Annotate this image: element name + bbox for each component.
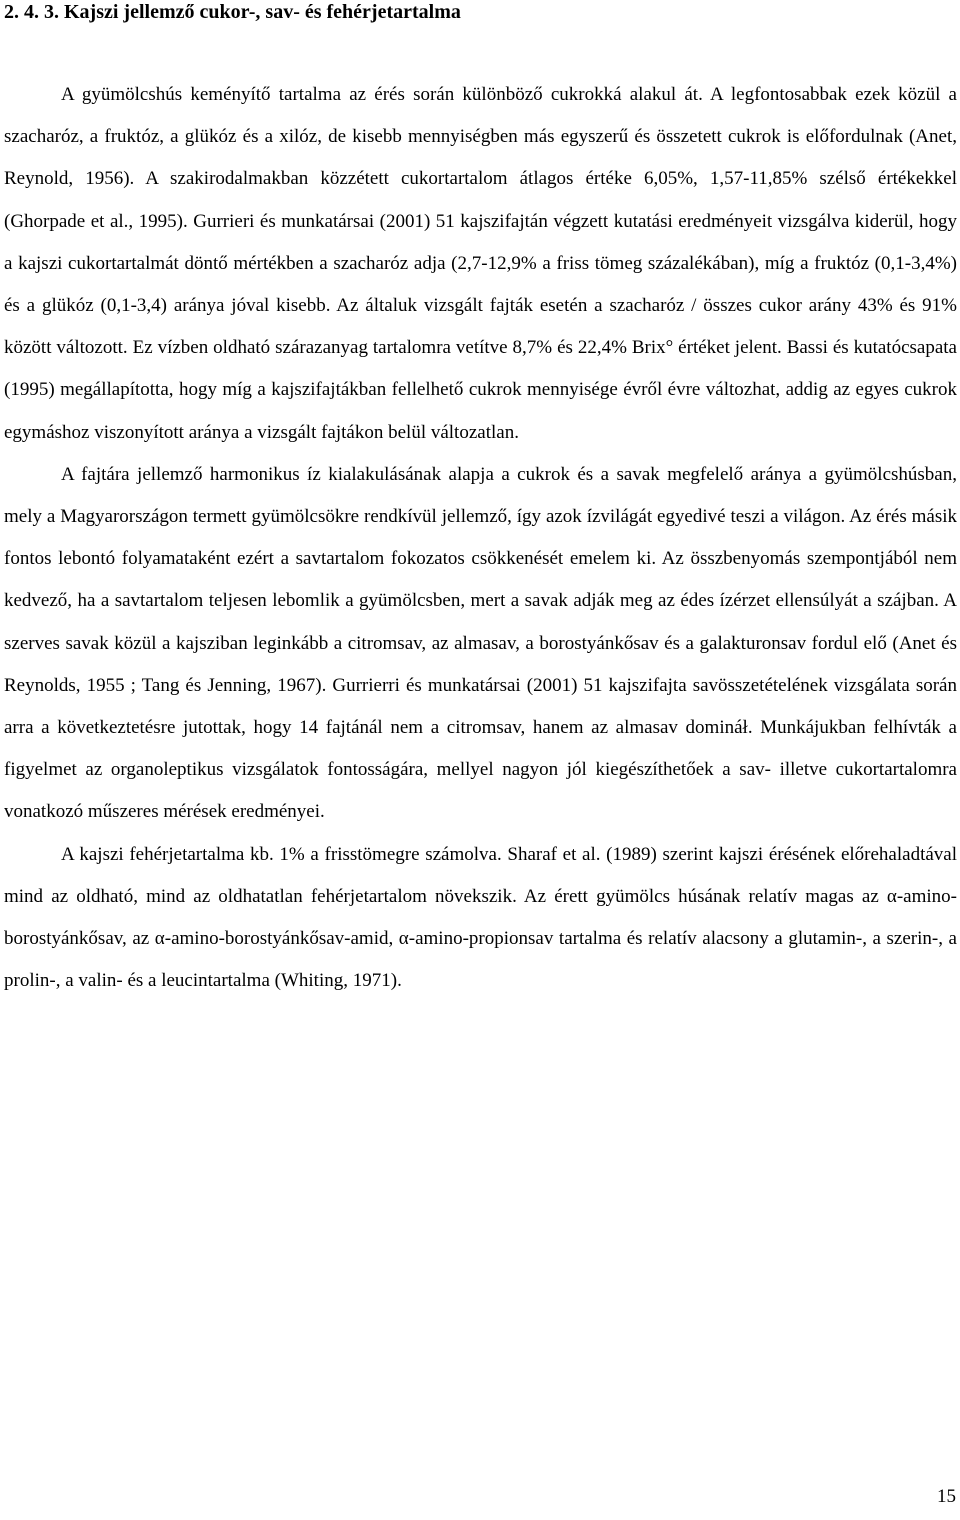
- section-heading: 2. 4. 3. Kajszi jellemző cukor-, sav- és fehérjetartalma: [4, 1, 461, 23]
- paragraph-sugar: A gyümölcshús keményítő tartalma az érés során különböző cukrokká alakul át. A legfontosabbak ezek közül a szacharóz, a fruktóz, a glükóz és a xilóz, de kisebb mennyiségben más egyszerű és összetett cukrok is előfordulnak (Anet, Reynold, 1956). A szakirodalmakban közzétett cukortartalom átlagos értéke 6,05%, 1,57-11,85% szélső értékekkel (Ghorpade et al., 1995). Gurrieri és munkatársai (2001) 51 kajszifajtán végzett kutatási eredményeit vizsgálva kiderül, hogy a kajszi cukortartalmát döntő mértékben a szacharóz adja (2,7-12,9% a friss tömeg százalékában), míg a fruktóz (0,1-3,4%) és a glükóz (0,1-3,4) aránya jóval kisebb. Az általuk vizsgált fajták esetén a szacharóz / összes cukor arány 43% és 91% között változott. Ez vízben oldható szárazanyag tartalomra vetítve 8,7% és 22,4% Brix° értéket jelent. Bassi és kutatócsapata (1995) megállapította, hogy míg a kajszifajtákban fellelhető cukrok mennyisége évről évre változhat, addig az egyes cukrok egymáshoz viszonyított aránya a vizsgált fajtákon belül változatlan.: [4, 84, 957, 443]
- paragraph-acid: A fajtára jellemző harmonikus íz kialakulásának alapja a cukrok és a savak megfelelő aránya a gyümölcshúsban, mely a Magyarországon termett gyümölcsökre rendkívül jellemző, így azok ízvilágát egyedivé teszi a világon. Az érés másik fontos lebontó folyamataként ezért a savtartalom fokozatos csökkenését emelem ki. Az összbenyomás szempontjából nem kedvező, ha a savtartalom teljesen lebomlik a gyümölcsben, mert a savak adják meg az édes ízérzet ellensúlyát a szájban. A szerves savak közül a kajsziban leginkább a citromsav, az almasav, a borostyánkősav és a galakturonsav fordul elő (Anet és Reynolds, 1955 ; Tang és Jenning, 1967). Gurrierri és munkatársai (2001) 51 kajszifajta savösszetételének vizsgálata során arra a következtetésre jutottak, hogy 14 fajtánál nem a citromsav, hanem az almasav domináł. Munkájukban felhívták a figyelmet az organoleptikus vizsgálatok fontosságára, mellyel nagyon jól kiegészíthetőek a sav- illetve cukortartalomra vonatkozó műszeres mérések eredményei.: [4, 463, 957, 823]
- body-text: [4, 74, 957, 1002]
- page-number: 15: [937, 1486, 956, 1507]
- paragraph-protein: A kajszi fehérjetartalma kb. 1% a frisstömegre számolva. Sharaf et al. (1989) szerint kajszi érésének előrehaladtával mind az oldható, mind az oldhatatlan fehérjetartalom növekszik. Az érett gyümölcs húsának relatív magas az α-amino-borostyánkősav, az α-amino-borostyánkősav-amid, α-amino-propionsav tartalma és relatív alacsony a glutamin-, a szerin-, a prolin-, a valin- és a leucintartalma (Whiting, 1971).: [4, 843, 957, 992]
